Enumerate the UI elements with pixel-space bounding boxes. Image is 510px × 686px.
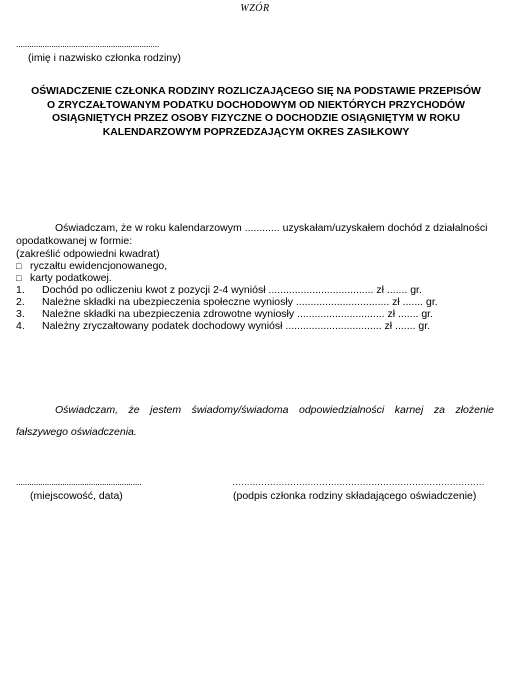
liability-declaration-line: fałszywego oświadczenia. xyxy=(16,426,137,438)
choose-box-instruction: (zakreślić odpowiedni kwadrat) xyxy=(16,248,160,260)
title-line: OŚWIADCZENIE CZŁONKA RODZINY ROZLICZAJĄCEGO SIĘ NA PODSTAWIE PRZEPISÓW xyxy=(31,86,481,97)
item-number: 1. xyxy=(16,284,25,296)
title-line: O ZRYCZAŁTOWANYM PODATKU DOCHODOWYM OD NIEKTÓRYCH PRZYCHODÓW xyxy=(47,99,465,111)
taxation-form-line: opodatkowanej w formie: xyxy=(16,235,133,247)
option-karta[interactable] xyxy=(16,272,112,284)
item-number: 4. xyxy=(16,320,25,332)
list-item xyxy=(16,308,433,320)
title-line: KALENDARZOWYM POPRZEDZAJĄCYM OKRES ZASIŁKOWY xyxy=(102,126,410,138)
item-text: Należne składki na ubezpieczenia zdrowotne wyniosły .............................. zł ....... gr. xyxy=(42,308,434,320)
income-statement-line: Oświadczam, że w roku kalendarzowym ............ uzyskałam/uzyskałem dochód z działalności xyxy=(55,222,488,234)
name-fill-line: ................................................................. xyxy=(16,39,160,49)
document-title xyxy=(14,85,498,139)
place-date-caption: (miejscowość, data) xyxy=(30,490,123,502)
item-text: Należny zryczałtowany podatek dochodowy wyniósł ................................. zł ....... gr. xyxy=(42,320,431,332)
item-number: 2. xyxy=(16,296,25,308)
title-line: OSIĄGNIĘTYCH PRZEZ OSOBY FIZYCZNE O DOCHODZIE OSIĄGNIĘTYM W ROKU xyxy=(52,113,460,124)
signature-fill-line: …………………………………………………………………………… xyxy=(232,477,485,487)
option-label: karty podatkowej. xyxy=(30,272,112,284)
checkbox-icon[interactable]: □ xyxy=(16,273,22,283)
option-ryczalt[interactable] xyxy=(16,260,167,272)
list-item xyxy=(16,296,438,308)
liability-declaration-line: Oświadczam, że jestem świadomy/świadoma odpowiedzialności karnej za złożenie xyxy=(55,404,494,416)
item-number: 3. xyxy=(16,308,25,320)
place-date-fill-line: ......................................................... xyxy=(16,477,142,487)
signature-caption: (podpis członka rodziny składającego oświadczenie) xyxy=(233,490,477,502)
list-item xyxy=(16,320,430,332)
list-item xyxy=(16,284,422,296)
item-text: Dochód po odliczeniu kwot z pozycji 2-4 wyniósł .................................... zł ....... gr. xyxy=(42,284,422,296)
checkbox-icon[interactable]: □ xyxy=(16,261,22,271)
watermark-label: WZÓR xyxy=(240,3,270,14)
item-text: Należne składki na ubezpieczenia społeczne wyniosły ................................ zł ....... gr. xyxy=(42,296,438,308)
name-caption: (imię i nazwisko członka rodziny) xyxy=(28,52,181,64)
option-label: ryczałtu ewidencjonowanego, xyxy=(30,260,168,272)
